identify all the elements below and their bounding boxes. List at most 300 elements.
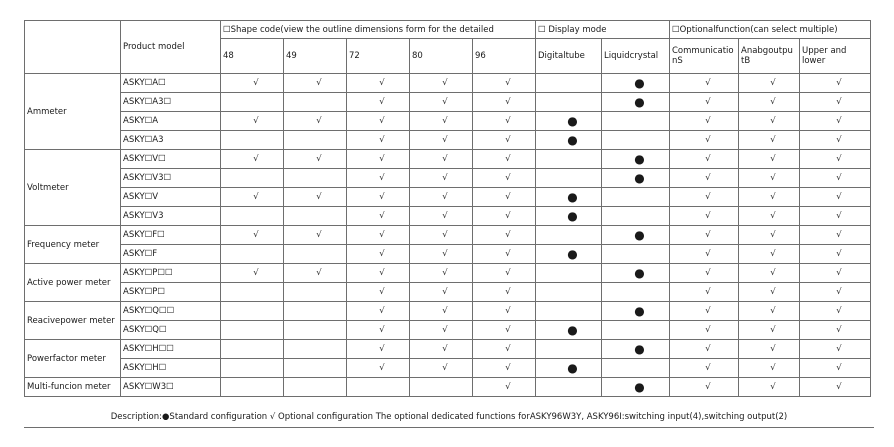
category-label: Active power meter <box>25 264 121 302</box>
optional-mark-cell <box>410 150 473 169</box>
check-mark-icon: √ <box>505 78 511 88</box>
optional-mark-cell <box>284 74 347 93</box>
optional-mark-cell <box>739 131 800 150</box>
optional-mark-cell <box>670 283 739 302</box>
optional-mark-cell <box>347 74 410 93</box>
check-mark-icon: √ <box>379 344 385 354</box>
optional-mark-cell <box>347 112 410 131</box>
check-mark-icon: √ <box>770 363 776 373</box>
check-mark-icon: √ <box>836 135 842 145</box>
model-code: ASKY☐P☐☐ <box>121 264 221 283</box>
optional-mark-cell <box>670 321 739 340</box>
optional-mark-cell <box>670 112 739 131</box>
empty-cell <box>221 169 284 188</box>
check-mark-icon: √ <box>770 249 776 259</box>
model-code: ASKY☐V☐ <box>121 150 221 169</box>
check-mark-icon: √ <box>253 268 259 278</box>
empty-cell <box>284 207 347 226</box>
display-mode-header: ☐ Display mode <box>536 21 670 39</box>
check-mark-icon: √ <box>379 192 385 202</box>
check-mark-icon: √ <box>379 325 385 335</box>
table-row <box>25 321 871 340</box>
check-mark-icon: √ <box>379 154 385 164</box>
sub-header-upper-lower: Upper and lower <box>800 39 871 74</box>
check-mark-icon: √ <box>705 154 711 164</box>
check-mark-icon: √ <box>505 325 511 335</box>
sub-header-49: 49 <box>284 39 347 74</box>
table-row <box>25 93 871 112</box>
check-mark-icon: √ <box>379 78 385 88</box>
check-mark-icon: √ <box>836 78 842 88</box>
optional-mark-cell <box>800 264 871 283</box>
optional-mark-cell <box>410 264 473 283</box>
category-label: Reacivepower meter <box>25 302 121 340</box>
empty-cell <box>410 378 473 397</box>
optional-mark-cell <box>739 226 800 245</box>
optional-mark-cell <box>670 340 739 359</box>
optional-mark-cell <box>739 188 800 207</box>
check-mark-icon: √ <box>379 97 385 107</box>
check-mark-icon: √ <box>442 173 448 183</box>
check-mark-icon: √ <box>505 306 511 316</box>
optional-mark-cell <box>284 264 347 283</box>
bullet-dot-icon: ● <box>567 323 578 337</box>
check-mark-icon: √ <box>705 173 711 183</box>
optional-mark-cell <box>739 150 800 169</box>
bullet-dot-icon: ● <box>567 247 578 261</box>
optional-mark-cell <box>221 74 284 93</box>
model-code: ASKY☐F <box>121 245 221 264</box>
check-mark-icon: √ <box>705 78 711 88</box>
model-code: ASKY☐A☐ <box>121 74 221 93</box>
optional-mark-cell <box>347 283 410 302</box>
check-mark-icon: √ <box>505 363 511 373</box>
check-mark-icon: √ <box>505 268 511 278</box>
standard-mark-cell <box>536 359 602 378</box>
standard-mark-cell <box>602 378 670 397</box>
optional-mark-cell <box>473 112 536 131</box>
optional-mark-cell <box>347 321 410 340</box>
bullet-dot-icon: ● <box>634 266 645 280</box>
optional-mark-cell <box>473 302 536 321</box>
empty-cell <box>284 169 347 188</box>
check-mark-icon: √ <box>316 154 322 164</box>
optional-mark-cell <box>347 150 410 169</box>
check-mark-icon: √ <box>253 154 259 164</box>
check-mark-icon: √ <box>442 97 448 107</box>
check-mark-icon: √ <box>505 154 511 164</box>
check-mark-icon: √ <box>379 287 385 297</box>
bullet-dot-icon: ● <box>634 171 645 185</box>
optional-mark-cell <box>739 74 800 93</box>
category-label: Ammeter <box>25 74 121 150</box>
empty-cell <box>284 340 347 359</box>
optional-mark-cell <box>670 302 739 321</box>
check-mark-icon: √ <box>442 306 448 316</box>
check-mark-icon: √ <box>705 363 711 373</box>
optional-mark-cell <box>284 188 347 207</box>
optional-mark-cell <box>221 112 284 131</box>
empty-cell <box>284 378 347 397</box>
table-row <box>25 188 871 207</box>
product-spec-table <box>24 20 871 397</box>
standard-mark-cell <box>536 112 602 131</box>
check-mark-icon: √ <box>379 211 385 221</box>
model-code: ASKY☐Q☐ <box>121 321 221 340</box>
check-mark-icon: √ <box>770 325 776 335</box>
check-mark-icon: √ <box>442 325 448 335</box>
check-mark-icon: √ <box>442 344 448 354</box>
optional-mark-cell <box>800 169 871 188</box>
optional-mark-cell <box>410 93 473 112</box>
optional-mark-cell <box>739 283 800 302</box>
optional-mark-cell <box>347 302 410 321</box>
standard-mark-cell <box>602 93 670 112</box>
standard-mark-cell <box>602 226 670 245</box>
empty-cell <box>536 93 602 112</box>
optional-mark-cell <box>670 169 739 188</box>
optional-mark-cell <box>800 188 871 207</box>
optional-mark-cell <box>347 93 410 112</box>
bullet-dot-icon: ● <box>634 380 645 394</box>
check-mark-icon: √ <box>836 230 842 240</box>
optional-mark-cell <box>410 245 473 264</box>
empty-cell <box>602 283 670 302</box>
check-mark-icon: √ <box>836 344 842 354</box>
empty-cell <box>347 378 410 397</box>
empty-cell <box>602 359 670 378</box>
optional-mark-cell <box>739 207 800 226</box>
empty-cell <box>221 378 284 397</box>
check-mark-icon: √ <box>505 192 511 202</box>
optional-mark-cell <box>800 340 871 359</box>
optional-mark-cell <box>739 302 800 321</box>
optional-mark-cell <box>473 131 536 150</box>
category-label: Voltmeter <box>25 150 121 226</box>
empty-cell <box>221 340 284 359</box>
optional-mark-cell <box>800 150 871 169</box>
table-row <box>25 302 871 321</box>
standard-mark-cell <box>536 188 602 207</box>
check-mark-icon: √ <box>442 154 448 164</box>
empty-cell <box>602 207 670 226</box>
check-mark-icon: √ <box>705 325 711 335</box>
sub-header-96: 96 <box>473 39 536 74</box>
optional-mark-cell <box>284 150 347 169</box>
check-mark-icon: √ <box>836 97 842 107</box>
model-code: ASKY☐A3 <box>121 131 221 150</box>
check-mark-icon: √ <box>316 78 322 88</box>
model-code: ASKY☐P☐ <box>121 283 221 302</box>
check-mark-icon: √ <box>253 192 259 202</box>
optional-mark-cell <box>347 340 410 359</box>
check-mark-icon: √ <box>379 249 385 259</box>
table-row <box>25 131 871 150</box>
empty-cell <box>221 131 284 150</box>
optional-mark-cell <box>347 226 410 245</box>
empty-cell <box>536 283 602 302</box>
optional-mark-cell <box>473 188 536 207</box>
model-code: ASKY☐Q☐☐ <box>121 302 221 321</box>
check-mark-icon: √ <box>316 230 322 240</box>
sub-header-liquid-crystal: Liquidcrystal <box>602 39 670 74</box>
optional-mark-cell <box>670 226 739 245</box>
check-mark-icon: √ <box>705 344 711 354</box>
optional-mark-cell <box>410 321 473 340</box>
optional-mark-cell <box>670 131 739 150</box>
optional-mark-cell <box>473 378 536 397</box>
optional-mark-cell <box>473 169 536 188</box>
empty-cell <box>284 359 347 378</box>
check-mark-icon: √ <box>505 135 511 145</box>
optional-mark-cell <box>800 112 871 131</box>
optional-mark-cell <box>284 112 347 131</box>
corner-cell <box>25 21 121 74</box>
check-mark-icon: √ <box>770 268 776 278</box>
optional-mark-cell <box>800 321 871 340</box>
check-mark-icon: √ <box>442 287 448 297</box>
check-mark-icon: √ <box>505 382 511 392</box>
empty-cell <box>536 169 602 188</box>
check-mark-icon: √ <box>316 116 322 126</box>
check-mark-icon: √ <box>770 344 776 354</box>
check-mark-icon: √ <box>316 268 322 278</box>
check-mark-icon: √ <box>705 116 711 126</box>
optional-mark-cell <box>739 169 800 188</box>
sub-header-48: 48 <box>221 39 284 74</box>
optional-mark-cell <box>670 93 739 112</box>
optional-mark-cell <box>800 131 871 150</box>
bullet-dot-icon: ● <box>634 152 645 166</box>
sub-header-communications: Communicatio nS <box>670 39 739 74</box>
optional-mark-cell <box>221 188 284 207</box>
optional-mark-cell <box>670 378 739 397</box>
table-row <box>25 283 871 302</box>
optional-mark-cell <box>410 359 473 378</box>
check-mark-icon: √ <box>705 192 711 202</box>
optional-mark-cell <box>410 112 473 131</box>
check-mark-icon: √ <box>379 135 385 145</box>
optional-mark-cell <box>410 188 473 207</box>
standard-mark-cell <box>602 74 670 93</box>
table-row <box>25 264 871 283</box>
standard-mark-cell <box>536 131 602 150</box>
group-header-row <box>25 21 871 39</box>
empty-cell <box>221 359 284 378</box>
check-mark-icon: √ <box>505 344 511 354</box>
empty-cell <box>284 93 347 112</box>
optional-mark-cell <box>473 359 536 378</box>
check-mark-icon: √ <box>770 97 776 107</box>
optional-mark-cell <box>410 207 473 226</box>
empty-cell <box>284 283 347 302</box>
empty-cell <box>536 378 602 397</box>
check-mark-icon: √ <box>442 78 448 88</box>
optional-mark-cell <box>347 131 410 150</box>
optional-mark-cell <box>410 226 473 245</box>
check-mark-icon: √ <box>505 116 511 126</box>
model-code: ASKY☐W3☐ <box>121 378 221 397</box>
check-mark-icon: √ <box>379 230 385 240</box>
check-mark-icon: √ <box>705 230 711 240</box>
empty-cell <box>221 207 284 226</box>
empty-cell <box>536 74 602 93</box>
optional-mark-cell <box>473 74 536 93</box>
optional-mark-cell <box>410 340 473 359</box>
standard-mark-cell <box>536 207 602 226</box>
table-row <box>25 112 871 131</box>
check-mark-icon: √ <box>836 173 842 183</box>
optional-mark-cell <box>473 150 536 169</box>
optional-mark-cell <box>221 264 284 283</box>
model-code: ASKY☐F☐ <box>121 226 221 245</box>
standard-mark-cell <box>536 245 602 264</box>
check-mark-icon: √ <box>836 268 842 278</box>
check-mark-icon: √ <box>770 154 776 164</box>
empty-cell <box>536 302 602 321</box>
optional-mark-cell <box>473 207 536 226</box>
check-mark-icon: √ <box>379 116 385 126</box>
optional-function-header: ☐Optionalfunction(can select multiple) <box>670 21 871 39</box>
optional-mark-cell <box>410 302 473 321</box>
check-mark-icon: √ <box>442 268 448 278</box>
check-mark-icon: √ <box>770 382 776 392</box>
check-mark-icon: √ <box>442 211 448 221</box>
table-row <box>25 359 871 378</box>
check-mark-icon: √ <box>705 268 711 278</box>
bullet-dot-icon: ● <box>567 133 578 147</box>
optional-mark-cell <box>670 188 739 207</box>
standard-mark-cell <box>602 150 670 169</box>
model-code: ASKY☐V3☐ <box>121 169 221 188</box>
empty-cell <box>221 93 284 112</box>
model-code: ASKY☐H☐ <box>121 359 221 378</box>
check-mark-icon: √ <box>836 325 842 335</box>
optional-mark-cell <box>221 226 284 245</box>
check-mark-icon: √ <box>379 363 385 373</box>
check-mark-icon: √ <box>442 230 448 240</box>
optional-mark-cell <box>221 150 284 169</box>
check-mark-icon: √ <box>705 211 711 221</box>
standard-mark-cell <box>602 169 670 188</box>
check-mark-icon: √ <box>379 173 385 183</box>
table-body <box>25 74 871 397</box>
optional-mark-cell <box>800 226 871 245</box>
optional-mark-cell <box>800 74 871 93</box>
table-row <box>25 226 871 245</box>
optional-mark-cell <box>800 378 871 397</box>
optional-mark-cell <box>739 359 800 378</box>
optional-mark-cell <box>739 321 800 340</box>
standard-mark-cell <box>602 264 670 283</box>
optional-mark-cell <box>800 93 871 112</box>
bullet-dot-icon: ● <box>634 304 645 318</box>
check-mark-icon: √ <box>505 230 511 240</box>
empty-cell <box>536 226 602 245</box>
check-mark-icon: √ <box>253 230 259 240</box>
check-mark-icon: √ <box>505 249 511 259</box>
table-row <box>25 169 871 188</box>
bullet-dot-icon: ● <box>567 361 578 375</box>
bullet-dot-icon: ● <box>567 190 578 204</box>
check-mark-icon: √ <box>705 97 711 107</box>
optional-mark-cell <box>739 340 800 359</box>
optional-mark-cell <box>347 207 410 226</box>
description-line: Description:●Standard configuration √ Optional configuration The optional dedicated functions forASKY96W3Y, ASKY96I:switching input(4),switching output(2) <box>24 408 874 428</box>
empty-cell <box>284 321 347 340</box>
check-mark-icon: √ <box>705 306 711 316</box>
check-mark-icon: √ <box>836 382 842 392</box>
table-row <box>25 378 871 397</box>
sub-header-80: 80 <box>410 39 473 74</box>
optional-mark-cell <box>410 169 473 188</box>
optional-mark-cell <box>800 245 871 264</box>
sub-header-72: 72 <box>347 39 410 74</box>
check-mark-icon: √ <box>770 192 776 202</box>
check-mark-icon: √ <box>253 116 259 126</box>
empty-cell <box>536 264 602 283</box>
optional-mark-cell <box>670 359 739 378</box>
optional-mark-cell <box>800 302 871 321</box>
optional-mark-cell <box>473 340 536 359</box>
product-model-header: Product model <box>121 21 221 74</box>
standard-mark-cell <box>602 302 670 321</box>
optional-mark-cell <box>347 169 410 188</box>
empty-cell <box>221 283 284 302</box>
check-mark-icon: √ <box>836 192 842 202</box>
table-row <box>25 207 871 226</box>
check-mark-icon: √ <box>836 287 842 297</box>
sub-header-digital-tube: Digitaltube <box>536 39 602 74</box>
check-mark-icon: √ <box>705 287 711 297</box>
optional-mark-cell <box>670 245 739 264</box>
check-mark-icon: √ <box>770 173 776 183</box>
table-row <box>25 74 871 93</box>
empty-cell <box>284 302 347 321</box>
category-label: Multi-funcion meter <box>25 378 121 397</box>
check-mark-icon: √ <box>379 268 385 278</box>
optional-mark-cell <box>670 74 739 93</box>
bullet-dot-icon: ● <box>567 114 578 128</box>
empty-cell <box>602 188 670 207</box>
optional-mark-cell <box>347 245 410 264</box>
check-mark-icon: √ <box>705 135 711 145</box>
optional-mark-cell <box>410 74 473 93</box>
check-mark-icon: √ <box>505 97 511 107</box>
check-mark-icon: √ <box>836 363 842 373</box>
check-mark-icon: √ <box>316 192 322 202</box>
empty-cell <box>221 245 284 264</box>
check-mark-icon: √ <box>442 116 448 126</box>
check-mark-icon: √ <box>770 78 776 88</box>
optional-mark-cell <box>473 93 536 112</box>
check-mark-icon: √ <box>505 211 511 221</box>
check-mark-icon: √ <box>253 78 259 88</box>
check-mark-icon: √ <box>836 116 842 126</box>
model-code: ASKY☐H☐☐ <box>121 340 221 359</box>
check-mark-icon: √ <box>505 287 511 297</box>
table-row <box>25 245 871 264</box>
optional-mark-cell <box>739 245 800 264</box>
bullet-dot-icon: ● <box>634 342 645 356</box>
optional-mark-cell <box>670 150 739 169</box>
optional-mark-cell <box>800 359 871 378</box>
empty-cell <box>536 340 602 359</box>
empty-cell <box>221 302 284 321</box>
check-mark-icon: √ <box>836 306 842 316</box>
check-mark-icon: √ <box>442 363 448 373</box>
empty-cell <box>602 245 670 264</box>
